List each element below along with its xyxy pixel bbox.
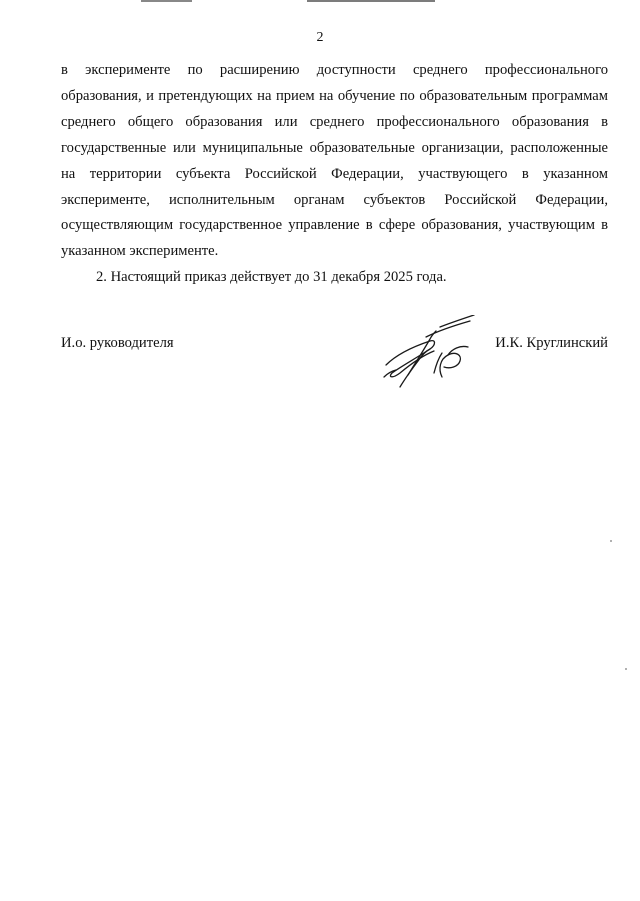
paragraph-validity: 2. Настоящий приказ действует до 31 декабря 2025 года. — [96, 269, 447, 286]
scan-top-edge — [0, 0, 640, 2]
signatory-title: И.о. руководителя — [61, 335, 174, 351]
document-body — [61, 58, 608, 291]
page-number: 2 — [316, 30, 324, 45]
scan-speck — [625, 668, 627, 670]
signatory-name: И.К. Круглинский — [495, 335, 608, 351]
signature-block — [61, 335, 608, 363]
paragraph-continuation: в эксперименте по расширению доступности среднего профессионального образования, и претендующих на прием на обучение по образовательным программам среднего общего образования или среднего профессионального образования в государственные или муниципальные образовательные организации, расположенные на территории субъекта Российской Федерации, участвующего в указанном эксперименте, исполнительным органам субъектов Российской Федерации, осуществляющим государственное управление в сфере образования, участвующим в указанном эксперименте. — [61, 62, 608, 260]
scan-speck — [610, 540, 612, 542]
handwritten-signature — [378, 315, 478, 395]
